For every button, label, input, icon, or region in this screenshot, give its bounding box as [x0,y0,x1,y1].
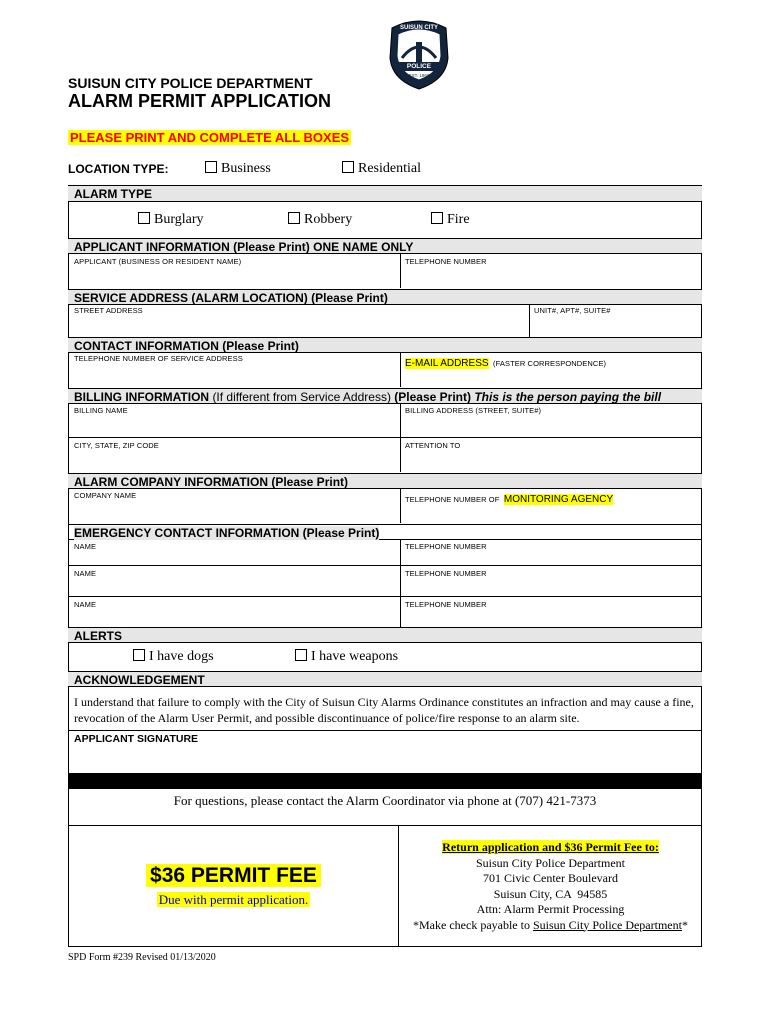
billing-header: BILLING INFORMATION (If different from Service Address) (Please Print) This is the person paying the bill [68,388,702,404]
form-number-footer: SPD Form #239 Revised 01/13/2020 [68,952,216,963]
monitoring-phone-field[interactable]: TELEPHONE NUMBER OF MONITORING AGENCY [405,494,614,505]
robbery-checkbox[interactable] [288,212,300,224]
dogs-checkbox[interactable] [133,649,145,661]
company-name-field[interactable]: COMPANY NAME [74,491,137,500]
email-field[interactable] [405,353,606,371]
alarm-type-header: ALARM TYPE [68,186,702,202]
residential-checkbox[interactable] [342,161,354,173]
return-line-3: Suisun City, CA 94585 [493,886,608,901]
instruction-banner: PLEASE PRINT AND COMPLETE ALL BOXES [70,130,350,145]
burglary-checkbox[interactable] [138,212,150,224]
service-address-header: SERVICE ADDRESS (ALARM LOCATION) (Please Print) [68,289,702,305]
attention-field[interactable]: ATTENTION TO [405,441,461,450]
badge-bottom-text: EST. 1868 [408,73,430,78]
badge-top-text: SUISUN CITY [399,25,438,31]
alert-weapons-option[interactable]: I have weapons [295,649,398,665]
emergency-phone-field-1[interactable]: TELEPHONE NUMBER [405,542,487,551]
applicant-name-field[interactable]: APPLICANT (BUSINESS OR RESIDENT NAME) [74,257,242,266]
street-address-field[interactable]: STREET ADDRESS [74,306,143,315]
signature-field[interactable] [69,748,701,773]
business-checkbox[interactable] [205,161,217,173]
signature-label: APPLICANT SIGNATURE [74,733,199,745]
contact-header: CONTACT INFORMATION (Please Print) [68,337,702,353]
emergency-phone-field-2[interactable]: TELEPHONE NUMBER [405,569,487,578]
alarm-robbery-option[interactable]: Robbery [288,212,352,228]
department-name: SUISUN CITY POLICE DEPARTMENT [68,75,313,91]
acknowledgement-header: ACKNOWLEDGEMENT [68,671,702,687]
alarm-fire-option[interactable]: Fire [431,212,470,228]
signature-bar [68,773,702,789]
emergency-name-field-3[interactable]: NAME [74,600,97,609]
emergency-phone-field-3[interactable]: TELEPHONE NUMBER [405,600,487,609]
billing-name-field[interactable]: BILLING NAME [74,406,128,415]
email-note: (FASTER CORRESPONDENCE) [493,359,607,368]
alert-dogs-option[interactable]: I have dogs [133,649,214,665]
billing-address-field[interactable]: BILLING ADDRESS (STREET, SUITE#) [405,406,542,415]
weapons-checkbox[interactable] [295,649,307,661]
acknowledgement-text: I understand that failure to comply with the City of Suisun City Alarms Ordinance constitutes an infraction and may cause a fine, revocation of the Alarm User Permit, and possible discontinuance of police/fire response to an alarm site. [74,695,694,725]
alarm-company-header: ALARM COMPANY INFORMATION (Please Print) [68,473,702,489]
return-to-block [399,840,702,933]
applicant-phone-field[interactable]: TELEPHONE NUMBER [405,257,487,266]
police-badge-logo [386,18,452,90]
location-residential-option[interactable]: Residential [342,161,421,177]
emergency-name-field-1[interactable]: NAME [74,542,97,551]
service-phone-field[interactable]: TELEPHONE NUMBER OF SERVICE ADDRESS [74,354,243,363]
return-line-1: Suisun City Police Department [476,855,625,870]
emergency-name-field-2[interactable]: NAME [74,569,97,578]
permit-fee-amount: $36 PERMIT FEE [68,864,399,888]
fire-checkbox[interactable] [431,212,443,224]
emergency-header: EMERGENCY CONTACT INFORMATION (Please Print) [68,524,702,540]
location-type-label: LOCATION TYPE: [68,162,169,176]
alerts-header: ALERTS [68,627,702,643]
badge-band-text: POLICE [406,63,432,70]
unit-field[interactable]: UNIT#, APT#, SUITE# [534,306,611,315]
applicant-header: APPLICANT INFORMATION (Please Print) ONE NAME ONLY [68,238,702,254]
email-label: E-MAIL ADDRESS [405,358,489,369]
return-line-2: 701 Civic Center Boulevard [483,871,618,885]
permit-fee-note: Due with permit application. [158,892,309,907]
location-business-option[interactable]: Business [205,161,271,177]
return-line-4: Attn: Alarm Permit Processing [476,902,625,916]
questions-text: For questions, please contact the Alarm Coordinator via phone at (707) 421-7373 [173,793,597,808]
return-heading: Return application and $36 Permit Fee to: [442,840,659,854]
monitoring-agency-label: MONITORING AGENCY [503,494,614,505]
payable-line: *Make check payable to Suisun City Police Department* [413,917,688,932]
billing-city-field[interactable]: CITY, STATE, ZIP CODE [74,441,159,450]
form-title: ALARM PERMIT APPLICATION [68,91,331,111]
alarm-burglary-option[interactable]: Burglary [138,212,204,228]
